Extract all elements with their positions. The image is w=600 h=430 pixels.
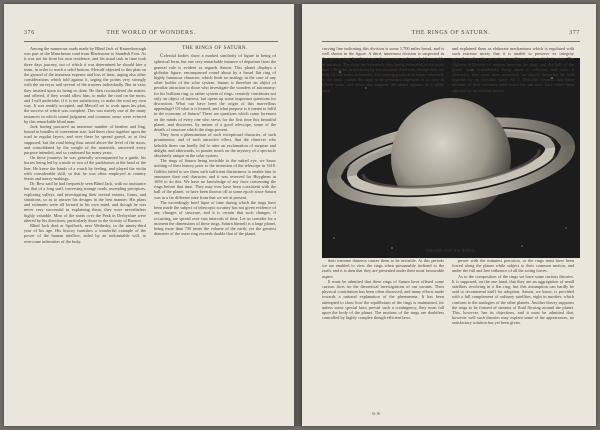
paragraph: It must be admitted that these rings of Saturn have offered some curious facts for the theoretical investigations of our savants. Their physical constitution has been often discussed, and many efforts made towards a rational explanation of the phenomena. It has been attempted to show how the equilibrium of the rings is maintained, for unless some special laws prevail such a contingency, they must fall upon the body of the planet. The motions of the rings are doubtless controlled by highly complex though efficient laws. [322,278,444,321]
saturn-engraving [322,72,580,244]
saturn-illustration [322,72,580,244]
paragraph: The rings of Saturn being invisible to the naked eye, we know nothing of their history prior to the invention of the telescope in 1610. Galileo failed to see them with sufficient distinctness to enable him to announce their real character, and it was reserved for Huyghens in 1656 to do this. We have no knowledge of any facts concerning the rings before that time. They may ever have been coexistent with the ball of the planet, or have been thrown off at some epoch since Saturn was in a far different state from that we see at present. [154,158,276,200]
paragraph: power with the minutest precision, or the rings must have been forced along the planet while subject to their common motion, and under the full and free influence of all the acting forces. [452,258,574,274]
paragraph: The exceedingly brief lapse of time during which the rings have been made the subject of telescopic scrutiny has not given evidence of any changes of structure, and it is certain that such changes, if occurring, are spread over vast intervals of time. Let us consider for a moment the dimensions of these rings. Saturn himself is a large planet, being more than 730 times the volume of the earth; yet the greatest diameter of the outer ring exceeds double that of the planet. [154,199,276,237]
paragraph: As to the composition of the rings we have some curious theories. It is supposed, on the one hand, that they are an aggregation of small satellites revolving in a flat ring; but this assumption can hardly be said to recommend itself for adoption. Saturn, we know, is provided with a full complement of ordinary satellites, eight in number, which conform to the analogies of the other planets. Another theory supposes the rings to be formed of streams of fluid flowing around the planet. This, however, has its objections, and it must be admitted that, however well such theories may explain some of the appearances, no satisfactory solution has yet been given. [452,273,574,326]
header-rule [322,41,580,42]
text-column-1 [24,46,146,408]
paragraph: curving line indicating this division is some 1,700 miles broad, and is well shown in the figure. A third, innermost division is suspected in the interior ring, but this is not always seen, and is probably variable in position. The rings are extremely thin, being estimated at not more than 138 miles in thickness by two eminent observers, though they are fully 64,000 miles in breadth. The varying position of Saturn relatively to the earth, causes the rings to be presented edgewise to us once in fifteen years, and when this happens the planet appears as a globe only. [322,46,444,93]
header-rule [24,41,278,42]
paragraph: Jack having procured an immense number of heather and ling, bound in bundles of convenient size, laid them close together upon the road in regular layers, and over these he spread gravel, as at first supposed; but the road being thus raised above the level of the moss, and consolidated by the weight of the materials, answered every purpose intended, and so continued for many years. [24,124,146,156]
paragraph: They form a phenomenon of such exceptional character, of such prominence, and of such attractive effect, that the observer who beholds them can hardly fail to utter an exclamation of surprise and delight, and afterwards, to ponder much on the mystery of a spectacle absolutely unique in the solar system. [154,132,276,159]
paragraph: and explained them as elaborate mechanisms which is regulated with such extreme nicety that it is unable to preserve its integrity notwithstanding the perturbing conditions under which it exists. The slightest difference of motion between the rings and the ball of the planet must immediately bring about a collision, and were it otherwise, they must have separated; we should thereafter be held together by an invisible force. Sir J. Herschel remarks that these motions of their common orbit round the sun must have either been adjusted by an external power. [452,46,574,93]
paragraph: Celestial bodies show a marked similarity of figure in being of spherical form, but one very remarkable instance of departure from the general rule is evident as regards Saturn. This planet displays a globular figure, encompassed round about by a broad flat ring of highly luminous character, which finds no analogy in the case of any other bodies of the solar system. Saturn is therefore an object of peculiar attraction to those who investigate the wonders of astronomy; for his brilliant ring, or rather system of rings, certainly constitutes not only an object of interest, but opens up some important questions for discussion. What can have been the origin of this marvellous appendage? Of what is it formed, and what purpose is it meant to fulfil in the economy of Saturn? These are questions which come foremost on the minds of every one who views for the first time this beautiful planet, and discovers, by means of a good telescope, some of the details of structure which the rings present. [154,53,276,133]
paragraph: On these journeys he was generally accompanied by a guide, his horses being led by a mule or two of the packhorses at the head of the line. He knew the hands of a watch by feeling, and played the violin with considerable skill, so that he was often employed at country feasts and merry-makings. [24,155,146,182]
paragraph: their extreme thinness causes them to be invisible. At this periods we are enabled to view the rings when presumably inclined to the earth, and it is then that they are presented under their most favourable aspect. [322,258,444,279]
running-head [24,30,278,40]
page-number: 377 [569,30,580,36]
running-title: THE RINGS OF SATURN. [411,30,491,36]
signature-mark: W. W. [372,412,381,416]
section-title: THE RINGS OF SATURN. [182,46,248,51]
text-columns [322,258,580,412]
paragraph: Blind Jack died at Spofforth, near Wetherby, in the ninety-third year of his age. His history furnishes a wonderful example of the power of the human intellect, aided by an indomitable will, to overcome infirmities of the body. [24,222,146,244]
book-gutter [294,4,302,426]
right-page [302,4,596,426]
running-title: THE WORLD OF WONDERS. [106,30,196,36]
text-column-2 [154,46,276,408]
text-column-2 [452,258,574,412]
paragraph: Among the numerous roads made by Blind Jack of Knaresborough was part of the Manchester road from Blackstone to Standish Foot. As it was not far from his own residence, and his usual task in time took three days journey, out of which it was determined he should hire a team, in order to reach a solid bottom. Metcalf objected to this plan on the ground of the immense expense and loss of time, urging also other considerations which told against it, urging the points very strongly with the surveyor and several of the trustees individually. But in vain; they insisted upon its being so done. He then reconsidered the matter, and offered, if they would allow him, to make the road on the moss, and I will undertake, if it is not satisfactory, to make the road my own way. It was readily accepted; and Metcalf set to work upon his plan, the success of which was complete. This was merely one of the many instances in which sound judgment and common sense were evinced by this remarkable blind man. [24,46,146,124]
paragraph: Dr. Bew said he had frequently seen Blind Jack, with no assistance but that of a long staff, traversing strange roads, ascending precipices, exploring valleys, and investigating their several extents, forms, and situations, so as to answer his designs in the best manner. His plans and estimates were all formed in his own mind, and though he was never very successful in explaining them, they were nevertheless highly valuable. Most of the roads over the Peak in Derbyshire were altered by his directions, particularly those in the vicinity of Buxton. [24,181,146,223]
text-column-1 [322,258,444,412]
page-number: 376 [24,30,35,36]
text-columns-top [322,46,580,93]
running-head [322,30,580,40]
left-page [4,4,294,426]
figure-caption: SATURN AND HIS RINGS. [425,249,477,253]
text-columns [24,46,278,408]
